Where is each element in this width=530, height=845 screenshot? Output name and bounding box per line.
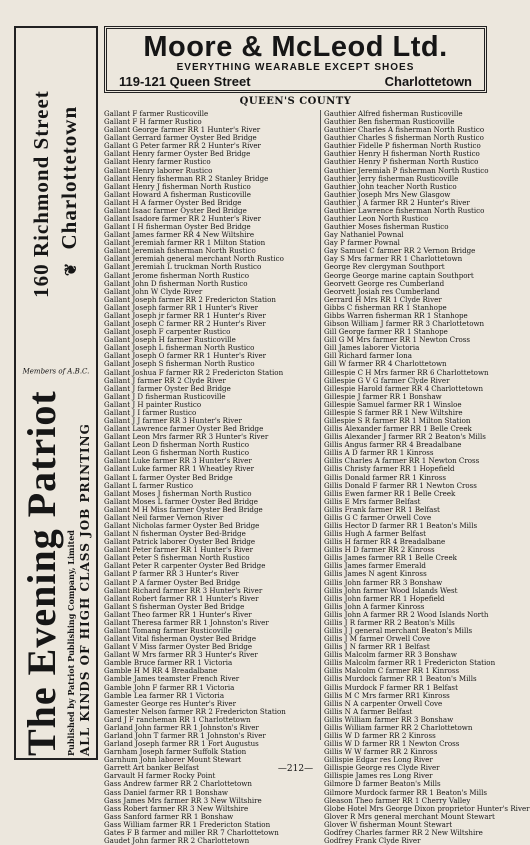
directory-entry: Gauthier Henry H fisherman North Rustico	[324, 149, 480, 159]
directory-entry: Gill George farmer RR 1 Stanhope	[324, 327, 448, 337]
directory-entry: Gallant Jeremiah farmer RR 1 Milton Station	[104, 238, 266, 248]
directory-entry: Gallant Jerome fisherman North Rustico	[104, 270, 249, 280]
directory-entry: Gauthier Jeremiah P fisherman North Rustico	[324, 165, 489, 175]
directory-entry: Gass William farmer RR 1 Fredericton Station	[104, 819, 271, 829]
directory-entry: Gauthier Moses fisherman Rustico	[324, 222, 449, 232]
directory-entry: Gamble Lea farmer RR 1 Victoria	[104, 690, 225, 700]
directory-entry: Gillespie S R farmer RR 1 Milton Station	[324, 415, 471, 425]
directory-entry: Garvault H farmer Rocky Point	[104, 771, 216, 781]
directory-entry: Gallant L farmer Rustico	[104, 480, 194, 490]
directory-entry: Gauthier Henry P fisherman North Rustico	[324, 157, 479, 167]
directory-entry: Gillis John A farmer RR 2 Wood Islands North	[324, 609, 489, 619]
directory-entry: Gallant Jeremiah general merchant North Rustico	[104, 254, 284, 264]
directory-entry: Gauthier Jerry fisherman Rusticoville	[324, 173, 459, 183]
directory-entry: Gallant G Peter farmer RR 2 Hunter's River	[104, 141, 261, 151]
directory-entry: Gauthier Leon North Rustico	[324, 214, 429, 224]
directory-entry: Garnham Joseph farmer Suffolk Station	[104, 747, 247, 757]
directory-entry: Gillespie S farmer RR 1 New Wiltshire	[324, 407, 463, 417]
directory-entry: Garrett Art banker Belfast	[104, 763, 199, 773]
directory-entry: Gillis Hugh A farmer Belfast	[324, 529, 426, 539]
right-directory-column	[324, 109, 530, 845]
directory-entry: Gass James Mrs farmer RR 3 New Wiltshire	[104, 795, 262, 805]
column-divider	[320, 110, 321, 740]
directory-entry: Gill James laborer Victoria	[324, 343, 420, 353]
advertisement-left-block	[20, 386, 92, 756]
directory-entry: Gallant J H painter Rustico	[104, 399, 202, 409]
directory-entry: Glover R Mrs general merchant Mount Stewart	[324, 811, 495, 821]
directory-entry: Gamble H M RR 4 Breadalbane	[104, 666, 218, 676]
directory-entry: Gallant Moses J fisherman North Rustico	[104, 488, 252, 498]
directory-entry: Gallant N fisherman Oyster Bed-Bridge	[104, 529, 246, 539]
directory-entry: Gauthier J A farmer RR 2 Hunter's River	[324, 197, 470, 207]
directory-entry: Gillis W W farmer RR 2 Kinross	[324, 747, 438, 757]
directory-entry: Gallant Moses L farmer Oyster Bed Bridge	[104, 496, 258, 506]
directory-entry: Gallant John D fisherman North Rustico	[104, 278, 248, 288]
directory-entry: Gallant J I farmer Rustico	[104, 407, 197, 417]
directory-entry: Gallant Joseph farmer RR 2 Fredericton Station	[104, 294, 276, 304]
directory-entry: Gallant Robert farmer RR 1 Hunter's River	[104, 593, 259, 603]
directory-entry: Gillis Murdock farmer RR 1 Beaton's Mills	[324, 674, 477, 684]
left-directory-column	[104, 110, 318, 845]
evening-patriot-advertisement	[14, 26, 98, 760]
directory-entry: Gallant John W Clyde River	[104, 286, 203, 296]
directory-entry: Gillis H farmer RR 4 Breadalbane	[324, 537, 446, 547]
directory-entry: Gallant Joseph farmer RR 1 Hunter's River	[104, 302, 258, 312]
directory-entry: Gillis Christy farmer RR 1 Hopefield	[324, 464, 455, 474]
address-line	[27, 90, 55, 298]
directory-entry: Gillis J N farmer RR 1 Belfast	[324, 642, 430, 652]
directory-entry: Gillis G C farmer Orwell Cove	[324, 512, 432, 522]
directory-entry: Gill W farmer RR 4 Charlottetown	[324, 359, 447, 369]
directory-entry: Gillis W D farmer RR 2 Kinross	[324, 731, 436, 741]
directory-entry: Gillespie Samuel farmer RR 1 Winsloe	[324, 399, 462, 409]
directory-entry: Garland Joseph farmer RR 1 Fort Augustus	[104, 739, 259, 749]
directory-entry: Gilmore D farmer Beaton's Mills	[324, 779, 441, 789]
directory-entry: Gillespie G V G farmer Clyde River	[324, 375, 450, 385]
directory-entry: Gay Nathaniel Pownal	[324, 230, 404, 240]
section-title: QUEEN'S COUNTY	[239, 96, 352, 107]
directory-entry: Gillis N A farmer Belfast	[324, 706, 413, 716]
directory-entry: Gillispie Edgar res Long River	[324, 755, 433, 765]
directory-entry: Gillis J R farmer RR 2 Beaton's Mills	[324, 617, 455, 627]
directory-entry: Gillis Malcolm C farmer RR 1 Kinross	[324, 666, 460, 676]
directory-entry: Gallant Henry J fisherman North Rustico	[104, 181, 251, 191]
directory-entry: Gallant Luke farmer RR 1 Wheatley River	[104, 464, 254, 474]
directory-entry: Gauthier Joseph Mrs New Glasgow	[324, 189, 451, 199]
directory-entry: Gillis James N agent Kinross	[324, 569, 427, 579]
directory-entry: Gallant P A farmer Oyster Bed Bridge	[104, 577, 241, 587]
store-city: Charlottetown	[384, 74, 472, 89]
directory-entry: Globe Hotel Mrs George Dixon proprietor Hunter's River	[324, 803, 530, 813]
directory-entry: Gillis E Mrs farmer Belfast	[324, 496, 421, 506]
directory-entry: Gallant W Mrs farmer RR 3 Hunter's River	[104, 650, 258, 660]
directory-entry: Gallant L farmer Oyster Bed Bridge	[104, 472, 233, 482]
directory-entry: Gallant J J farmer RR 3 Hunter's River	[104, 415, 242, 425]
directory-entry: Gates F B farmer and miller RR 7 Charlottetown	[104, 827, 279, 837]
directory-entry: George George marine captain Southport	[324, 270, 474, 280]
directory-entry: Gallant Peter R carpenter Oyster Bed Bridge	[104, 561, 266, 571]
directory-entry: Gauthier Ben fisherman Rusticoville	[324, 117, 455, 127]
directory-entry: Godfrey Charles farmer RR 2 New Wiltshire	[324, 827, 483, 837]
directory-entry: Gallant F farmer Rusticoville	[104, 109, 209, 118]
publisher-line: Published by Patriot Publishing Company, Limited	[66, 530, 76, 756]
directory-entry: Gallant J farmer Oyster Bed Bridge	[104, 383, 231, 393]
directory-entry: Gillispie James res Long River	[324, 771, 433, 781]
directory-entry: Gass Sanford farmer RR 1 Bonshaw	[104, 811, 234, 821]
street-address: 160 Richmond Street	[28, 90, 53, 298]
directory-entry: Gillis W D farmer RR 1 Newton Cross	[324, 739, 460, 749]
directory-entry: Gillis William farmer RR 3 Bonshaw	[324, 714, 454, 724]
directory-entry: Gallant Peter farmer RR 1 Hunter's River	[104, 545, 254, 555]
directory-entry: Gallant Patrick laborer Oyster Bed Bridge	[104, 537, 256, 547]
directory-entry: Gass Robert farmer RR 3 New Wiltshire	[104, 803, 249, 813]
directory-entry: Gillis John farmer RR 1 Hopefield	[324, 593, 445, 603]
directory-entry: Gallant Joseph jr farmer RR 1 Hunter's River	[104, 310, 266, 320]
directory-entry: Gallant Leon Mrs farmer RR 3 Hunter's River	[104, 432, 269, 442]
printing-tagline: ALL KINDS OF HIGH CLASS JOB PRINTING	[78, 423, 92, 756]
directory-entry: Gallant Theresa farmer RR 1 Johnston's River	[104, 617, 269, 627]
members-block	[22, 358, 90, 386]
directory-entry: Gallant H A farmer Oyster Bed Bridge	[104, 197, 242, 207]
directory-entry: Gillis John farmer Wood Islands West	[324, 585, 458, 595]
directory-entry: Gallant Nicholas farmer Oyster Bed Bridge	[104, 520, 260, 530]
directory-entry: Gillis A D farmer RR 1 Kinross	[324, 448, 434, 458]
directory-entry: Gamble James teamster French River	[104, 674, 240, 684]
directory-entry: Gallant Theo farmer RR 1 Hunter's River	[104, 609, 252, 619]
directory-entry: Gamester Nelson farmer RR 2 Fredericton Station	[104, 706, 286, 716]
directory-entry: Gauthier Lawrence fisherman North Rustico	[324, 205, 485, 215]
advertisement-address-block	[27, 30, 86, 358]
directory-entry: Gillis J M farmer Orwell Cove	[324, 634, 431, 644]
directory-entry: Gallant Peter S fisherman North Rustico	[104, 553, 250, 563]
directory-entry: Gallant P farmer RR 3 Hunter's River	[104, 569, 239, 579]
directory-entry: Gallant Tomang farmer Rusticoville	[104, 626, 232, 635]
members-text: Members of A.B.C.	[22, 368, 90, 376]
directory-entry: Gillis Donald F farmer RR 1 Newton Cross	[324, 480, 477, 490]
directory-entry: Gillis Angus farmer RR 4 Breadalbane	[324, 440, 462, 450]
directory-entry: Gillis William farmer RR 2 Charlottetown	[324, 722, 473, 732]
directory-entry: Gallant Leon G fisherman North Rustico	[104, 448, 250, 458]
directory-entry: Gillis James farmer Emerald	[324, 561, 426, 571]
page-number: —212—	[277, 764, 314, 774]
city-name: Charlottetown	[56, 105, 81, 250]
directory-entry: Garland John T farmer RR 1 Johnston's River	[104, 731, 266, 741]
directory-entry: Gallant V Miss farmer Oyster Bed Bridge	[104, 642, 253, 652]
moore-mcleod-advertisement	[104, 26, 487, 93]
directory-entry: Gallant Neil farmer Vernon River	[104, 512, 224, 522]
directory-entry: Gamble John F farmer RR 1 Victoria	[104, 682, 235, 692]
directory-entry: Godfrey Frank Clyde River	[324, 836, 421, 845]
directory-entry: Gillis Donald farmer RR 1 Kinross	[324, 472, 447, 482]
directory-entry: Gill Richard farmer Iona	[324, 351, 412, 361]
directory-entry: Glover W fisherman Mount Stewart	[324, 819, 453, 829]
store-location-row	[107, 74, 484, 90]
directory-entry: Gillis Murdock F farmer RR 1 Belfast	[324, 682, 458, 692]
directory-entry: Gillis John A farmer Kinross	[324, 601, 425, 611]
directory-entry: Gillis Ewen farmer RR 1 Belle Creek	[324, 488, 456, 498]
directory-entry: Gill G M Mrs farmer RR 1 Newton Cross	[324, 335, 471, 345]
directory-entry: Gallant George farmer RR 1 Hunter's River	[104, 125, 261, 135]
directory-entry: Gallant Isaac farmer Oyster Bed Bridge	[104, 205, 247, 215]
directory-entry: Gillespie J farmer RR 1 Bonshaw	[324, 391, 442, 401]
directory-entry: Gallant Vital fisherman Oyster Bed Bridge	[104, 634, 257, 644]
directory-entry: Gallant I H fisherman Oyster Bed Bridge	[104, 222, 251, 232]
directory-entry: Gillis Malcolm farmer RR 1 Fredericton Station	[324, 658, 496, 668]
directory-entry: Gallant S fisherman Oyster Bed Bridge	[104, 601, 245, 611]
directory-entry: Gauthier Alfred fisherman Rusticoville	[324, 109, 463, 118]
store-address: 119-121 Queen Street	[119, 74, 251, 89]
directory-entry: Gallant Luke farmer RR 3 Hunter's River	[104, 456, 252, 466]
directory-entry: Gauthier Fidelle P fisherman North Rustico	[324, 141, 481, 151]
directory-entry: Gillis N A carpenter Orwell Cove	[324, 698, 443, 708]
directory-entry: Gallant M H Miss farmer Oyster Bed Bridge	[104, 504, 263, 514]
newspaper-title: The Evening Patriot	[19, 390, 64, 756]
directory-entry: Gallant J farmer RR 2 Clyde River	[104, 375, 226, 385]
directory-entry: Gillis Malcolm farmer RR 3 Bonshaw	[324, 650, 457, 660]
advertisement-rotated-content	[17, 30, 95, 756]
directory-entry: Gallant Jeremiah fisherman North Rustico	[104, 246, 256, 256]
directory-entry: Gleason Theo farmer RR 1 Cherry Valley	[324, 795, 471, 805]
directory-entry: Garland John farmer RR 1 Johnston's River	[104, 722, 259, 732]
directory-entry: Gallant Richard farmer RR 3 Hunter's River	[104, 585, 263, 595]
directory-entry: Gilmore Murdock farmer RR 1 Beaton's Mills	[324, 787, 488, 797]
directory-entry: Gillis Alexander farmer RR 1 Belle Creek	[324, 424, 472, 434]
directory-entry: Gallant Leon D fisherman North Rustico	[104, 440, 250, 450]
directory-entry: Gard J F rancheman RR 1 Charlottetown	[104, 714, 251, 724]
store-name: Moore & McLeod Ltd.	[143, 31, 448, 63]
directory-entry: Gillis H D farmer RR 2 Kinross	[324, 545, 435, 555]
directory-entry: Gallant J D fisherman Rusticoville	[104, 391, 226, 401]
directory-entry: Gauthier Charles S fisherman North Rustico	[324, 133, 484, 143]
directory-entry: Gallant Gerrard farmer Oyster Bed Bridge	[104, 133, 257, 143]
directory-entry: Gillespie C H Mrs farmer RR 6 Charlottetown	[324, 367, 489, 377]
directory-entry: Gillis Hector D farmer RR 1 Beaton's Mills	[324, 520, 478, 530]
directory-entry: Gallant Joshua F farmer RR 2 Fredericton Station	[104, 367, 284, 377]
directory-entry: Gamester George res Hunter's River	[104, 698, 236, 708]
directory-entry: Gillis M C Mrs farmer RR1 Kinross	[324, 690, 450, 700]
directory-entry: Gass Daniel farmer RR 1 Bonshaw	[104, 787, 228, 797]
ornament-icon: ❦	[62, 261, 80, 277]
directory-entry: Gillis Frank farmer RR 1 Belfast	[324, 504, 440, 514]
directory-entry: Gallant Henry farmer Rustico	[104, 157, 211, 167]
directory-entry: Gillis Alexander J farmer RR 2 Beaton's Mills	[324, 432, 486, 442]
directory-entry: Gallant Joseph O farmer RR 1 Hunter's River	[104, 351, 267, 361]
directory-entry: Gillespie Harold farmer RR 4 Charlottetown	[324, 383, 484, 393]
directory-entry: Georvett George res Cumberland	[324, 278, 445, 288]
directory-entry: Georvett Josiah res Cumberland	[324, 286, 440, 296]
directory-entry: Gallant Joseph L fisherman North Rustico	[104, 343, 255, 353]
store-tagline: EVERYTHING WEARABLE EXCEPT SHOES	[176, 62, 415, 73]
directory-entry: Gallant Joseph S fisherman North Rustico	[104, 359, 255, 369]
directory-entry: Gallant Joseph F carpenter Rustico	[104, 327, 231, 337]
directory-entry: Gallant Joseph H farmer Rusticoville	[104, 335, 236, 345]
directory-entry: Gallant Henry laborer Rustico	[104, 165, 213, 175]
directory-entry: Gallant Jeremiah L truckman North Rustico	[104, 262, 262, 272]
directory-entry: Gillis Charles A farmer RR 1 Newton Cross	[324, 456, 480, 466]
directory-entry: Gallant Henry fisherman RR 2 Stanley Bridge	[104, 173, 269, 183]
directory-entry: Garnhum John laborer Mount Stewart	[104, 755, 242, 765]
directory-entry: Gallant Isadore farmer RR 2 Hunter's River	[104, 214, 262, 224]
directory-entry: Gillis James farmer RR 1 Belle Creek	[324, 553, 457, 563]
city-line	[55, 106, 86, 282]
directory-entry: Gallant Joseph C farmer RR 2 Hunter's River	[104, 319, 266, 329]
directory-entry: Gallant James farmer RR 4 New Wiltshire	[104, 230, 255, 240]
directory-entry: Gallant Howard A fisherman Rusticoville	[104, 189, 251, 199]
directory-entry: Gibbs Warren fisherman RR 1 Stanhope	[324, 310, 468, 320]
directory-entry: Gibbs C fisherman RR 1 Stanhope	[324, 302, 447, 312]
directory-entry: Gibson William J farmer RR 3 Charlottetown	[324, 319, 485, 329]
directory-entry: Gillis John farmer RR 3 Bonshaw	[324, 577, 443, 587]
directory-entry: Gerrard H Mrs RR 1 Clyde River	[324, 294, 442, 304]
directory-entry: Gillispie George res Clyde River	[324, 763, 440, 773]
directory-entry: Gallant Lawrence farmer Oyster Bed Bridge	[104, 424, 264, 434]
directory-entry: Gay P farmer Pownal	[324, 238, 400, 248]
directory-entry: Gauthier Charles A fisherman North Rustico	[324, 125, 485, 135]
directory-entry: Gay S Mrs farmer RR 1 Charlottetown	[324, 254, 463, 264]
directory-entry: Gay Samuel C farmer RR 2 Vernon Bridge	[324, 246, 476, 256]
directory-entry: Gass Andrew farmer RR 2 Charlottetown	[104, 779, 252, 789]
directory-entry: Gillis J J general merchant Beaton's Mills	[324, 626, 473, 635]
directory-entry: Gallant Henry farmer Oyster Bed Bridge	[104, 149, 251, 159]
directory-entry: Gauthier John teacher North Rustico	[324, 181, 457, 191]
directory-entry: Gallant F H farmer Rustico	[104, 117, 202, 127]
directory-entry: Gamble Bruce farmer RR 1 Victoria	[104, 658, 233, 668]
directory-entry: Gaudet John farmer RR 2 Charlottetown	[104, 836, 250, 845]
directory-entry: George Rev clergyman Southport	[324, 262, 445, 272]
